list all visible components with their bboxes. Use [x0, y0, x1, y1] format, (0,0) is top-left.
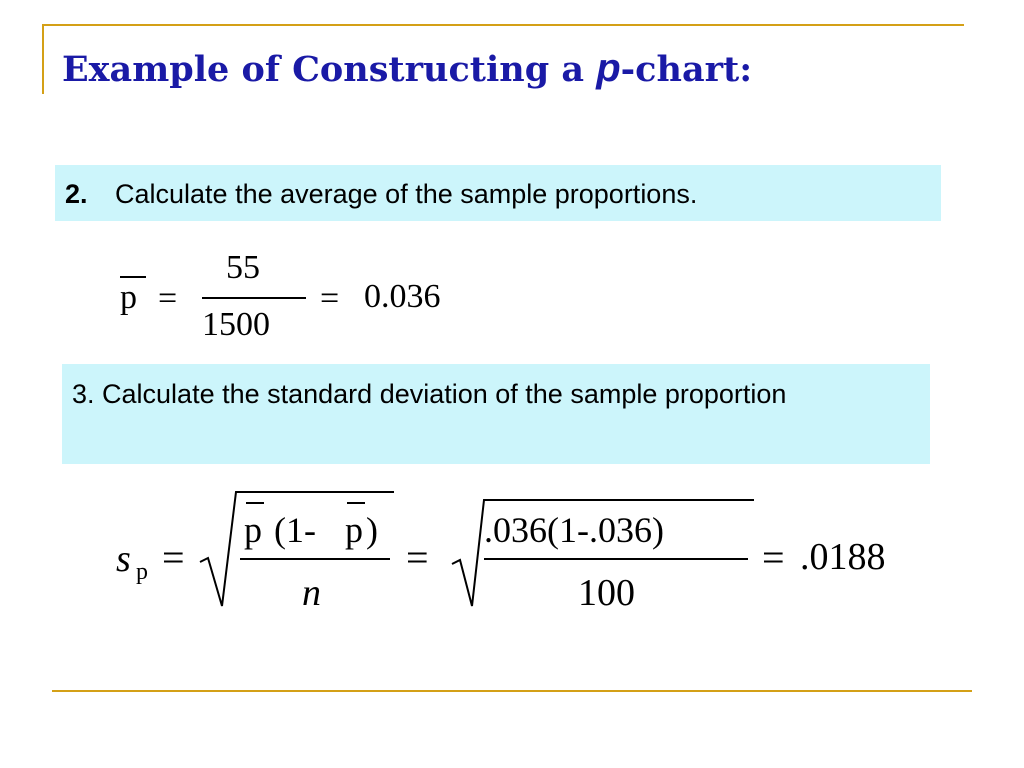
- formula2-result: .0188: [800, 536, 886, 578]
- top-rule: [42, 24, 964, 26]
- denominator-2: 100: [578, 572, 635, 614]
- formula1-equals-2: =: [320, 280, 340, 317]
- step-2-text: Calculate the average of the sample proportions.: [115, 179, 698, 209]
- fraction-line-2: [484, 558, 748, 560]
- formula1-result: 0.036: [364, 278, 441, 315]
- num-p-overline-2: [347, 502, 365, 504]
- title-end: -chart:: [620, 49, 753, 90]
- formula1-numerator: 55: [226, 249, 260, 286]
- left-rule: [42, 24, 44, 94]
- bottom-rule: [52, 690, 972, 692]
- denominator-n: n: [302, 572, 321, 614]
- fraction-line-1: [240, 558, 390, 560]
- formula2-s: s: [116, 538, 131, 580]
- step-3-text: 3. Calculate the standard deviation of the sample proportion: [72, 379, 787, 409]
- sqrt-sign-1: [196, 484, 396, 614]
- step-2-number: 2.: [65, 179, 88, 209]
- formula2-equals-3: =: [762, 535, 785, 580]
- num-close: ): [366, 510, 378, 550]
- num-mid: (1-: [274, 510, 316, 550]
- p-bar-overline: [120, 276, 146, 278]
- sqrt-sign-2: [448, 492, 758, 622]
- formula1-denominator: 1500: [202, 306, 270, 343]
- formula2-subscript-p: p: [136, 559, 148, 585]
- formula2-equals-1: =: [162, 535, 185, 580]
- title-main: Example of Constructing a: [62, 49, 597, 90]
- title-italic-p: p: [596, 46, 621, 90]
- formula1-equals: =: [158, 280, 178, 317]
- step-3-box: [62, 364, 930, 464]
- num-p-1: p: [244, 510, 262, 550]
- slide-title: [62, 46, 752, 91]
- step-2-box: [55, 165, 941, 221]
- p-bar-symbol: p: [120, 279, 137, 316]
- num-p-2: p: [345, 510, 363, 550]
- formula1-fraction-line: [202, 297, 306, 299]
- numerator-2: .036(1-.036): [484, 510, 664, 550]
- num-p-overline-1: [246, 502, 264, 504]
- formula2-equals-2: =: [406, 535, 429, 580]
